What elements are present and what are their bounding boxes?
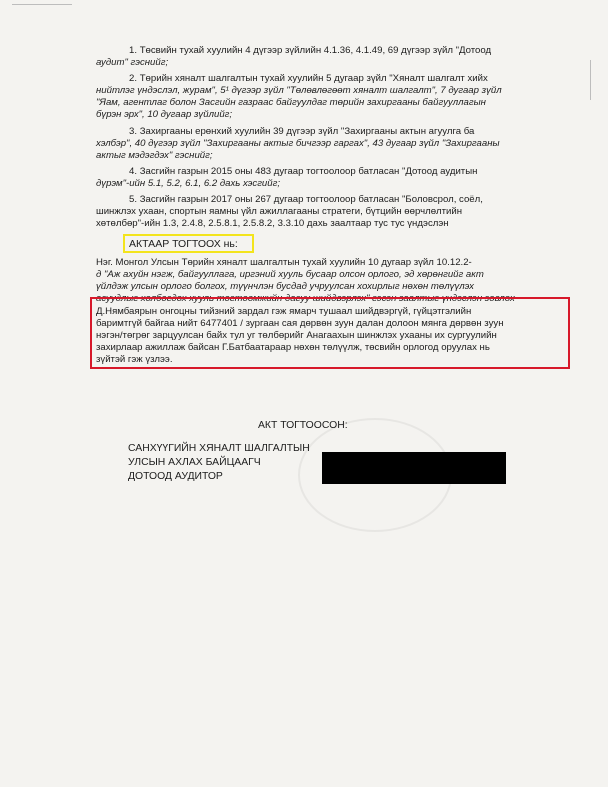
item-4-line-1: 4. Засгийн газрын 2015 оны 483 дугаар тогтоолоор батласан "Дотоод аудитын xyxy=(129,166,478,177)
scan-artifact xyxy=(590,60,591,100)
item-1-line-2: аудит" гэснийг; xyxy=(96,57,169,68)
act-label: АКТ ТОГТООСОН: xyxy=(258,420,348,431)
finding-line-1: Нэг. Монгол Улсын Төрийн хяналт шалгалтын тухай хуулийн 10 дугаар зүйл 10.12.2- xyxy=(96,257,472,268)
item-3-line-1: 3. Захиргааны ерөнхий хуулийн 39 дүгээр зүйл "Захиргааны актын агуулга ба xyxy=(129,126,475,137)
item-5-line-2: шинжлэх ухаан, спортын яамны үйл ажиллагааны стратеги, бүтцийн өөрчлөлтийн xyxy=(96,206,463,217)
finding-line-9: зүйтэй гэж үзлээ. xyxy=(96,354,173,365)
finding-line-3: үйлдэж улсын орлого болгох, түүнчлэн бусдад учруулсан хохирлыг нөхөн төлүүлэх xyxy=(96,281,474,292)
item-2-line-1: 2. Төрийн хяналт шалгалтын тухай хуулийн 5 дугаар зүйл "Хяналт шалгалт хийх xyxy=(129,73,488,84)
item-2-line-4: бүрэн эрх", 10 дугаар зүйлийг; xyxy=(96,109,233,120)
item-5-line-3: хөтөлбөр"-ийн 1.3, 2.4.8, 2.5.8.1, 2.5.8.2, 3.3.10 дахь заалтаар тус тус үндэслэн xyxy=(96,218,449,229)
redaction-block xyxy=(322,452,506,484)
signer-title-line-1: САНХҮҮГИЙН ХЯНАЛТ ШАЛГАЛТЫН xyxy=(128,443,310,454)
item-4-line-2: дүрэм"-ийн 5.1, 5.2, 6.1, 6.2 дахь хэсгийг; xyxy=(96,178,280,189)
item-2-line-2: нийтлэг үндэслэл, журам", 5¹ дүгээр зүйл "Төлөвлөгөөт хяналт шалгалт", 7 дугаар зүйл xyxy=(96,85,502,96)
finding-line-8: захирлаар ажиллаж байсан Г.Батбаатараар нөхөн төлүүлж, төсвийн орлогод оруулах нь xyxy=(96,342,490,353)
signer-title-line-2: УЛСЫН АХЛАХ БАЙЦААГЧ xyxy=(128,457,261,468)
finding-line-5: Д.Нямбаярын онгоцны тийзний зардал гэж ямарч тушаал шийдвэргүй, гүйцэтгэлийн xyxy=(96,306,472,317)
signer-title-line-3: ДОТООД АУДИТОР xyxy=(128,471,223,482)
item-2-line-3: "Яам, агентлаг болон Засгийн газраас байгуулдаг төрийн захиргааны байгууллагын xyxy=(96,97,486,108)
item-3-line-3: актыг мэдэгдэх" гэснийг; xyxy=(96,150,213,161)
scan-artifact xyxy=(12,4,72,5)
item-1-line-1: 1. Төсвийн тухай хуулийн 4 дүгээр зүйлийн 4.1.36, 4.1.49, 69 дүгээр зүйл "Дотоод xyxy=(129,45,492,56)
section-heading: АКТААР ТОГТООХ нь: xyxy=(129,238,238,250)
finding-line-2: д "Аж ахуйн нэгж, байгууллага, иргэний хууль бусаар олсон орлого, эд хөрөнгийг акт xyxy=(96,269,484,280)
item-5-line-1: 5. Засгийн газрын 2017 оны 267 дугаар тогтоолоор батласан "Боловсрол, соёл, xyxy=(129,194,483,205)
finding-line-6: баримтгүй байгаа нийт 6477401 / зургаан сая дөрвөн зуун далан долоон мянга дөрвөн зуун xyxy=(96,318,504,329)
finding-line-4: асуудлыг холбогдох хууль тогтоомжийн дагуу шийдвэрлэх" гэсэн заалтыг үндэслэн зөвлөх xyxy=(96,293,515,304)
finding-line-7: нэгэн/төгрөг зарцуулсан байх тул уг төлбөрийг Анагаахын шинжлэх ухааны их сургуулийн xyxy=(96,330,497,341)
item-3-line-2: хэлбэр", 40 дүгээр зүйл "Захиргааны актыг бичгээр гаргах", 43 дугаар зүйл "Захиргааны xyxy=(96,138,500,149)
